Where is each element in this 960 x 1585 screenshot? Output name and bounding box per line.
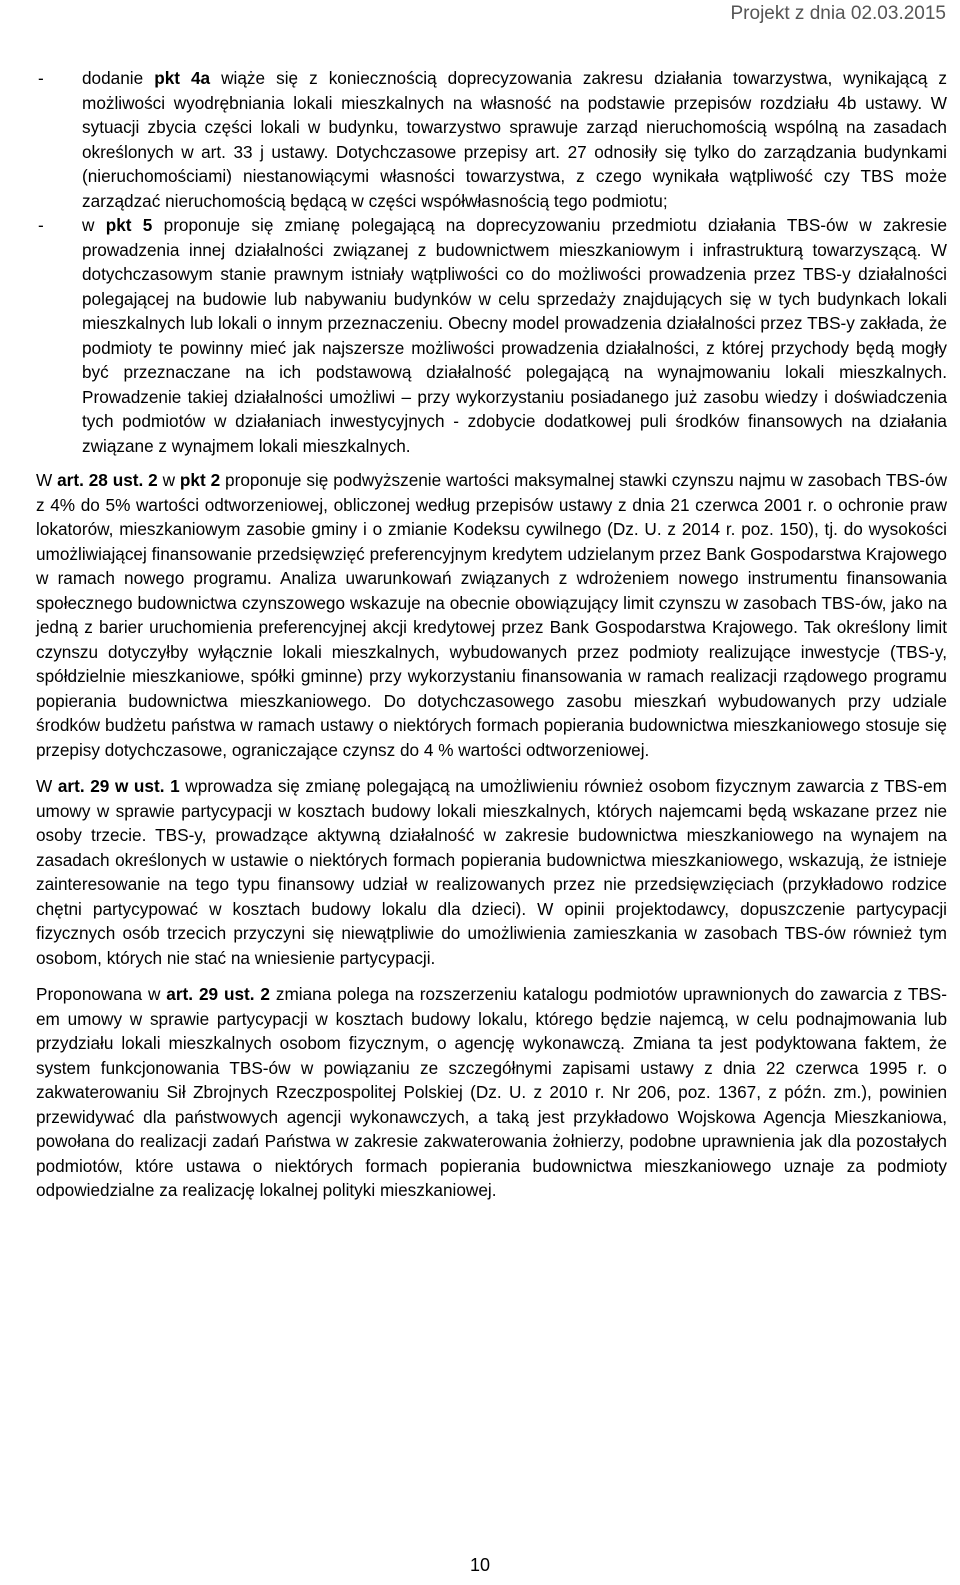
text-run: wiąże się z koniecznością doprecyzowania zakresu działania towarzystwa, wynikającą z możliwości wyodrębniania lokali mieszkalnych na własność na podstawie przepisów rozdziału 4b ustawy. W sytuacji zbycia części lokali w budynku, towarzystwo sprawuje zarząd nieruchomością wspólną na zasadach określonych w art. 33 j ustawy. Dotychczasowe przepisy art. 27 odnosiły się tylko do zarządzania budynkami (nieruchomościami) niestanowiącymi własności towarzystwa, z czego wynikała wątpliwość czy TBS może zarządzać nieruchomością będącą w części współwłasnością tego podmiotu; xyxy=(82,68,947,211)
text-run: W xyxy=(36,776,58,796)
text-run: w xyxy=(157,470,180,490)
list-dash: - xyxy=(38,68,44,88)
text-run: Proponowana w xyxy=(36,984,167,1004)
list-item-text xyxy=(82,68,947,211)
paragraph-art-28 xyxy=(36,468,947,762)
list-item-text xyxy=(82,215,947,456)
document-header-date: Projekt z dnia 02.03.2015 xyxy=(730,3,946,24)
amendment-list xyxy=(36,66,947,458)
paragraph-art-29-ust-2 xyxy=(36,982,947,1203)
text-run: zmiana polega na rozszerzeniu katalogu podmiotów uprawnionych do zawarcia z TBS-em umowy w sprawie partycypacji w kosztach budowy lokalu, którego będzie najemcą, w celu podnajmowania lub przydziału lokali mieszkalnych osobom fizycznym, o agencję wykonawczą. Zmiana ta jest podyktowana faktem, że system funkcjonowania TBS-ów w powiązaniu ze szczegółnymi zapisami ustawy z dnia 22 czerwca 1995 r. o zakwaterowaniu Sił Zbrojnych Rzeczpospolitej Polskiej (Dz. U. z 2010 r. Nr 206, poz. 1367, z późn. zm.), powinien przewidywać dla państwowych agencji wykonawczych, a taką jest przykładowo Wojskowa Agencja Mieszkaniowa, powołana do realizacji zadań Państwa w zakresie zakwaterowania żołnierzy, podobne uprawnienia jak dla pozostałych podmiotów, które ustawa o niektórych formach popierania budownictwa mieszkaniowego uznaje za podmioty odpowiedzialne za realizację lokalnej polityki mieszkaniowej. xyxy=(36,984,947,1200)
list-item xyxy=(36,213,947,458)
bold-reference: art. 28 ust. 2 xyxy=(57,470,158,490)
bold-reference: art. 29 w ust. 1 xyxy=(57,776,180,796)
document-body xyxy=(36,66,947,1215)
list-item xyxy=(36,66,947,213)
text-run: dodanie xyxy=(82,68,155,88)
text-run: W xyxy=(36,470,58,490)
paragraph-art-29-ust-1 xyxy=(36,774,947,970)
bold-reference: art. 29 ust. 2 xyxy=(166,984,270,1004)
bold-reference: pkt 5 xyxy=(105,215,153,235)
text-run: proponuje się zmianę polegającą na doprecyzowaniu przedmiotu działania TBS-ów w zakresie prowadzenia innej działalności związanej z budownictwem mieszkaniowym i infrastrukturą towarzyszącą. W dotychczasowym stanie prawnym istniały wątpliwości co do możliwości prowadzenia przez TBS-y działalności polegającej na budowie lub nabywaniu budynków w celu sprzedaży znajdujących się w tych budynkach lokali mieszkalnych lub lokali o innym przeznaczeniu. Obecny model prowadzenia działalności przez TBS-y zakłada, że podmioty te powinny mieć jak najszersze możliwości prowadzenia działalności, z której przychody będą mogły być przeznaczane na ich podstawową działalność polegającą na wynajmowaniu lokali mieszkalnych. Prowadzenie takiej działalności umożliwi – przy wykorzystaniu posiadanego już zasobu wiedzy i doświadczenia tych podmiotów w działaniach inwestycyjnych - zdobycie dodatkowej puli środków finansowych na działania związane z wynajmem lokali mieszkalnych. xyxy=(82,215,947,456)
bold-reference: pkt 2 xyxy=(179,470,221,490)
list-dash: - xyxy=(38,215,44,235)
text-run: w xyxy=(82,215,106,235)
text-run: proponuje się podwyższenie wartości maksymalnej stawki czynszu najmu w zasobach TBS-ów z 4% do 5% wartości odtworzeniowej, obliczonej według przepisów ustawy z dnia 21 czerwca 2001 r. o ochronie praw lokatorów, mieszkaniowym zasobie gminy i o zmianie Kodeksu cywilnego (Dz. U. z 2014 r. poz. 150), tj. do wysokości umożliwiającej finansowanie przedsięwzięć preferencyjnym kredytem udzielanym przez Bank Gospodarstwa Krajowego w ramach nowego programu. Analiza uwarunkowań związanych z wdrożeniem nowego instrumentu finansowania społecznego budownictwa czynszowego wskazuje na obecnie obowiązujący limit czynszu w zasobach TBS-ów, jako na jedną z barier uruchomienia preferencyjnej akcji kredytowej przez Bank Gospodarstwa Krajowego. Tak określony limit czynszu dotyczyłby wyłącznie lokali mieszkalnych, wybudowanych przez podmioty realizujące inwestycje (TBS-y, spółdzielnie mieszkaniowe, spółki gminne) przy wykorzystaniu finansowania w ramach realizacji rządowego programu popierania budownictwa mieszkaniowego. Do dotychczasowego zasobu mieszkań wybudowanych przy udziale środków budżetu państwa w ramach ustawy o niektórych formach popierania budownictwa mieszkaniowego stosuje się przepisy dotychczasowe, ograniczające czynsz do 4 % wartości odtworzeniowej. xyxy=(36,470,948,760)
text-run: wprowadza się zmianę polegającą na umożliwieniu również osobom fizycznym zawarcia z TBS-em umowy w sprawie partycypacji w kosztach budowy lokali mieszkalnych, których najemcami będą wskazane przez nie osoby trzecie. TBS-y, prowadzące aktywną działalność w zakresie budownictwa mieszkaniowego na wynajem na zasadach określonych w ustawie o niektórych formach popierania budownictwa mieszkaniowego, wskazują, że istnieje zainteresowanie na tego typu finansowy udział w realizowanych przez nie przedsięwzięciach (przykładowo rodzice chętni partycypować w kosztach budowy lokalu dla dzieci). W opinii projektodawcy, dopuszczenie partycypacji fizycznych osób trzecich przyczyni się niewątpliwie do umożliwienia zamieszkania w zasobach TBS-ów również tym osobom, których nie stać na wniesienie partycypacji. xyxy=(36,776,947,968)
bold-reference: pkt 4a xyxy=(154,68,211,88)
page-number: 10 xyxy=(469,1555,491,1575)
